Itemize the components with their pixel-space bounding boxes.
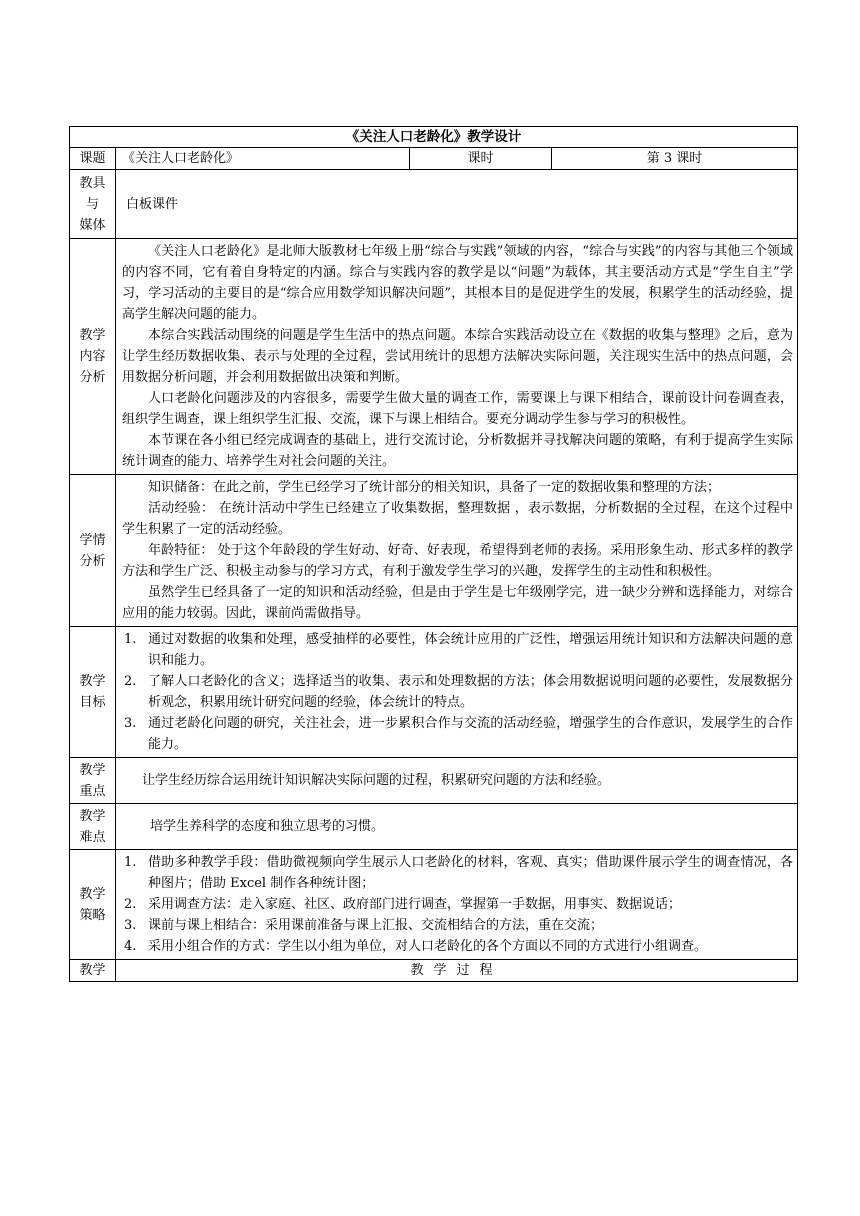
tools-label-line: 媒体 [79,217,106,233]
key-points-text: 让学生经历综合运用统计知识解决实际问题的过程，积累研究问题的方法和经验。 [142,773,611,788]
strategies-body [116,850,798,960]
paragraph: 虽然学生已经具备了一定的知识和活动经验，但是由于学生是七年级刚学完，进一缺少分辨和选择能力，对综合应用的能力较弱。因此，课前尚需做指导。 [122,585,793,621]
paragraph: 人口老龄化问题涉及的内容很多，需要学生做大量的调查工作，需要课上与课下相结合，课前设计问卷调查表，组织学生调查，课上组织学生汇报、交流，课下与课上相结合。要充分调动学生参与学习的积极性。 [122,391,793,427]
label-line: 重点 [79,783,106,799]
list-item [122,894,793,915]
tools-value [116,170,798,239]
item-text: 课前与课上相结合：采用课前准备与课上汇报、交流相结合的方法，重在交流； [148,918,604,933]
lesson-plan-document [69,126,797,982]
item-number: 2. [124,897,137,912]
item-text: 通过对数据的收集和处理，感受抽样的必要性，体会统计应用的广泛性，增强运用统计知识和方法解决问题的意识和能力。 [148,632,793,668]
difficulties-body [116,804,798,850]
tools-label-line: 教具 [79,175,106,191]
title-row [70,127,798,148]
label-line: 学情 [79,532,106,548]
strategies-row [70,850,798,960]
paragraph: 知识储备：在此之前，学生已经学习了统计部分的相关知识，具备了一定的数据收集和整理的方法； [148,480,721,495]
item-number: 3. [124,918,137,933]
difficulties-text: 培学生养科学的态度和独立思考的习惯。 [150,819,385,834]
list-item [122,936,793,957]
document-title: 《关注人口老龄化》教学设计 [70,127,798,148]
tools-label [70,170,116,239]
item-number: 1. [124,632,137,647]
lesson-plan-table [69,126,798,982]
strategies-label [70,850,116,960]
paragraph: 本综合实践活动围绕的问题是学生生活中的热点问题。本综合实践活动设立在《数据的收集与整理》之后，意为让学生经历数据收集、表示与处理的全过程，尝试用统计的思想方法解决实际问题，关注现实生活中的热点问题，会用数据分析问题，并会利用数据做出决策和判断。 [122,328,793,385]
difficulties-label [70,804,116,850]
label-line: 目标 [79,695,106,710]
tools-text: 白板课件 [126,196,179,212]
item-text: 了解人口老龄化的含义；选择适当的收集、表示和处理数据的方法；体会用数据说明问题的必要性，发展数据分析观念，积累用统计研究问题的经验，体会统计的特点。 [148,674,793,710]
paragraph: 本节课在各小组已经完成调查的基础上，进行交流讨论，分析数据并寻找解决问题的策略，有利于提高学生实际统计调查的能力、培养学生对社会问题的关注。 [122,433,793,469]
label-line: 教学 [79,328,106,343]
label-line: 教学 [79,762,106,778]
objectives-body [116,627,798,758]
content-analysis-body [116,239,798,475]
list-item [122,915,793,936]
student-analysis-body [116,475,798,627]
label-line: 难点 [79,829,106,845]
content-analysis-label [70,239,116,475]
item-number: 4. [124,939,137,954]
course-value: 《关注人口老龄化》 [116,148,410,170]
list-item [122,671,793,713]
label-line: 教学 [79,808,106,824]
list-item [122,629,793,671]
content-analysis-row [70,239,798,475]
item-number: 3. [124,716,137,731]
item-text: 采用小组合作的方式：学生以小组为单位，对人口老龄化的各个方面以不同的方式进行小组调查。 [148,939,708,954]
item-number: 1. [124,855,137,870]
label-line: 策略 [79,907,106,923]
paragraph: 年龄特征： 处于这个年龄段的学生好动、好奇、好表现，希望得到老师的表扬。采用形象生动、形式多样的教学方法和学生广泛、积极主动参与的学习方式，有利于激发学生学习的兴趣，发挥学生的主动性和积极性。 [122,543,793,579]
period-label: 课时 [410,148,552,170]
objectives-label [70,627,116,758]
key-points-label [70,758,116,804]
period-value: 第 3 课时 [552,148,798,170]
item-number: 2. [124,674,137,689]
objectives-row [70,627,798,758]
student-analysis-label [70,475,116,627]
tools-row [70,170,798,239]
label-line: 内容 [79,349,106,364]
paragraph: 活动经验： 在统计活动中学生已经建立了收集数据，整理数据 ，表示数据，分析数据的全过程，在这个过程中学生积累了一定的活动经验。 [122,501,793,537]
strategies-list [122,852,793,957]
item-text: 采用调查方法：走入家庭、社区、政府部门进行调查，掌握第一手数据，用事实、数据说话； [148,897,682,912]
list-item [122,852,793,894]
item-text: 通过老龄化问题的研究，关注社会，进一步累积合作与交流的活动经验，增强学生的合作意识，发展学生的合作能力。 [148,716,793,752]
list-item [122,713,793,755]
paragraph: 《关注人口老龄化》是北师大版教材七年级上册“综合与实践”领域的内容，“综合与实践”的内容与其他三个领域的内容不同，它有着自身特定的内涵。综合与实践内容的教学是以“问题”为载体，其主要活动方式是“学生自主”学习，学习活动的主要目的是“综合应用数学知识解决问题”，其根本目的是促进学生的发展，积累学生的活动经验，提高学生解决问题的能力。 [122,244,793,322]
objectives-list [122,629,793,755]
process-header: 教学过程 [116,960,798,982]
key-points-row [70,758,798,804]
course-row [70,148,798,170]
label-line: 分析 [79,553,106,569]
item-text: 借助多种教学手段：借助微视频向学生展示人口老龄化的材料，客观、真实；借助课件展示学生的调查情况，各种图片；借助 Excel 制作各种统计图； [148,855,793,891]
key-points-body [116,758,798,804]
process-row [70,960,798,982]
student-analysis-row [70,475,798,627]
label-line: 教学 [79,886,106,902]
label-line: 分析 [79,370,106,385]
difficulties-row [70,804,798,850]
process-label: 教学 [70,960,116,982]
label-line: 教学 [79,674,106,689]
tools-label-line: 与 [85,196,99,212]
course-label: 课题 [70,148,116,170]
